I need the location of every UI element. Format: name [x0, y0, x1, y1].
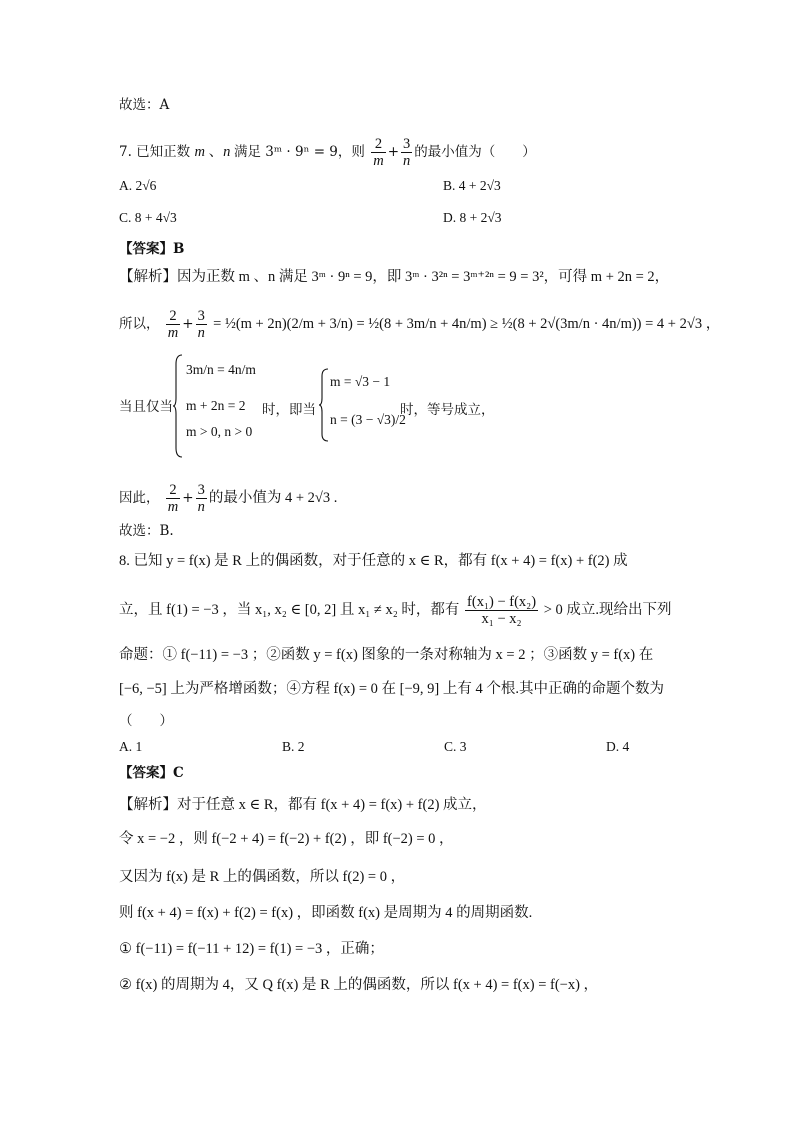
q8-frac-num: f(x₁) − f(x₂) — [467, 594, 537, 610]
solution-7-line-1: 【解析】因为正数 m 、n 满足 3ᵐ · 9ⁿ = 9，即 3ᵐ · 3²ⁿ = 3ᵐ⁺²ⁿ = 9 = 3²，可得 m + 2n = 2， — [119, 269, 670, 285]
question-8-line-5: （ ） — [119, 713, 173, 729]
q7-prefix: 7. 已知正数 — [119, 144, 191, 160]
solution-8-line-5: ① f(−11) = f(−11 + 12) = f(1) = −3 ，正确； — [119, 941, 384, 957]
choose-b: 故选：B. — [119, 523, 174, 539]
q7-fraction-3n: $\frac{3}{n}$ — [403, 136, 411, 169]
q7-tail: 的最小值为（ ） — [414, 144, 536, 160]
solution-8-line-1: 【解析】对于任意 x ∈ R，都有 f(x + 4) = f(x) + f(2) 成立， — [119, 797, 487, 813]
solution-7-line-2: 所以， $\frac{2}{m}$ + $\frac{3}{n}$ = ½(m + 2n)(2/m + 3/n) = ½(8 + 3m/n + 4n/m) ≥ ½(8 + 2√(3m/n · 4n/m)) = 4 + 2√3 ， — [119, 308, 721, 341]
q8-fraction — [465, 594, 538, 627]
question-8-line-2 — [119, 594, 672, 627]
sol7-frac-2m-b: $\frac{2}{m}$ — [167, 482, 179, 515]
question-8-line-4: [−6, −5] 上为严格增函数；④方程 f(x) = 0 在 [−9, 9] 上有 4 个根.其中正确的命题个数为 — [119, 681, 665, 697]
sol7-when-label: 当且仅当 — [119, 399, 173, 415]
prev-answer-choice: 故选：A — [119, 97, 170, 113]
solution-8-line-3: 又因为 f(x) 是 R 上的偶函数，所以 f(2) = 0 ， — [119, 869, 406, 885]
left-brace-icon — [172, 354, 184, 458]
sol7-therefore: 因此， — [119, 490, 160, 506]
sol7-then-label: 时，即当 — [262, 402, 316, 418]
q7-option-c: C. 8 + 4√3 — [119, 210, 177, 225]
question-7: 7. 已知正数 m 、n 满足 3ᵐ · 9ⁿ = 9，则 $\frac{2}{m}$ + $\frac{3}{n}$ 的最小值为（ ） — [119, 136, 536, 169]
q7-option-a: A. 2√6 — [119, 178, 157, 193]
q8-option-a: A. 1 — [119, 739, 143, 754]
solution-7-line-4: 因此， $\frac{2}{m}$ + $\frac{3}{n}$ 的最小值为 4 + 2√3 . — [119, 482, 338, 515]
q8-line2-b: > 0 成立.现给出下列 — [543, 601, 672, 618]
system-1-line-2: m + 2n = 2 — [186, 398, 246, 413]
system-1-line-3: m > 0, n > 0 — [186, 424, 253, 439]
q7-vars: m 、n — [194, 144, 231, 160]
q7-condition: 满足 3ᵐ · 9ⁿ = 9，则 — [233, 144, 365, 160]
q8-line2-a: 立，且 f(1) = −3 ，当 x₁, x₂ ∈ [0, 2] 且 x₁ ≠ x₂ 时，都有 — [119, 601, 460, 618]
question-8-line-1: 8. 已知 y = f(x) 是 R 上的偶函数，对于任意的 x ∈ R，都有 f(x + 4) = f(x) + f(2) 成 — [119, 553, 628, 569]
q8-frac-den: x₁ − x₂ — [481, 611, 522, 627]
sol7-lead: 所以， — [119, 316, 160, 332]
question-8-line-3: 命题：① f(−11) = −3 ；②函数 y = f(x) 图象的一条对称轴为 x = 2 ；③函数 y = f(x) 在 — [119, 647, 654, 663]
q7-option-b: B. 4 + 2√3 — [443, 178, 501, 193]
sol7-frac-3n: $\frac{3}{n}$ — [197, 308, 205, 341]
q7-option-d: D. 8 + 2√3 — [443, 210, 502, 225]
solution-8-line-2: 令 x = −2 ，则 f(−2 + 4) = f(−2) + f(2) ，即 f(−2) = 0 ， — [119, 831, 454, 847]
q8-option-b: B. 2 — [282, 739, 305, 754]
answer-8: 【答案】C — [119, 765, 184, 781]
answer-7: 【答案】B — [119, 241, 185, 257]
sol7-result: 的最小值为 4 + 2√3 . — [208, 490, 338, 506]
system-2-line-1: m = √3 − 1 — [330, 374, 391, 389]
sol7-frac-3n-b: $\frac{3}{n}$ — [197, 482, 205, 515]
left-brace-icon — [318, 368, 330, 442]
solution-8-line-6: ② f(x) 的周期为 4，又 Q f(x) 是 R 上的偶函数，所以 f(x + 4) = f(x) = f(−x) ， — [119, 977, 599, 993]
system-1-line-1: 3m/n = 4n/m — [186, 362, 256, 377]
solution-8-line-4: 则 f(x + 4) = f(x) + f(2) = f(x) ，即函数 f(x) 是周期为 4 的周期函数. — [119, 905, 533, 921]
sol7-frac-2m: $\frac{2}{m}$ — [167, 308, 179, 341]
sol7-expression: = ½(m + 2n)(2/m + 3/n) = ½(8 + 3m/n + 4n/m) ≥ ½(8 + 2√(3m/n · 4n/m)) = 4 + 2√3 ， — [213, 316, 721, 332]
q8-option-c: C. 3 — [444, 739, 467, 754]
system-2-line-2: n = (3 − √3)/2 — [330, 412, 406, 427]
q7-fraction-2m: $\frac{2}{m}$ — [373, 136, 384, 169]
sol7-equality-label: 时，等号成立， — [400, 402, 495, 418]
q8-option-d: D. 4 — [606, 739, 630, 754]
